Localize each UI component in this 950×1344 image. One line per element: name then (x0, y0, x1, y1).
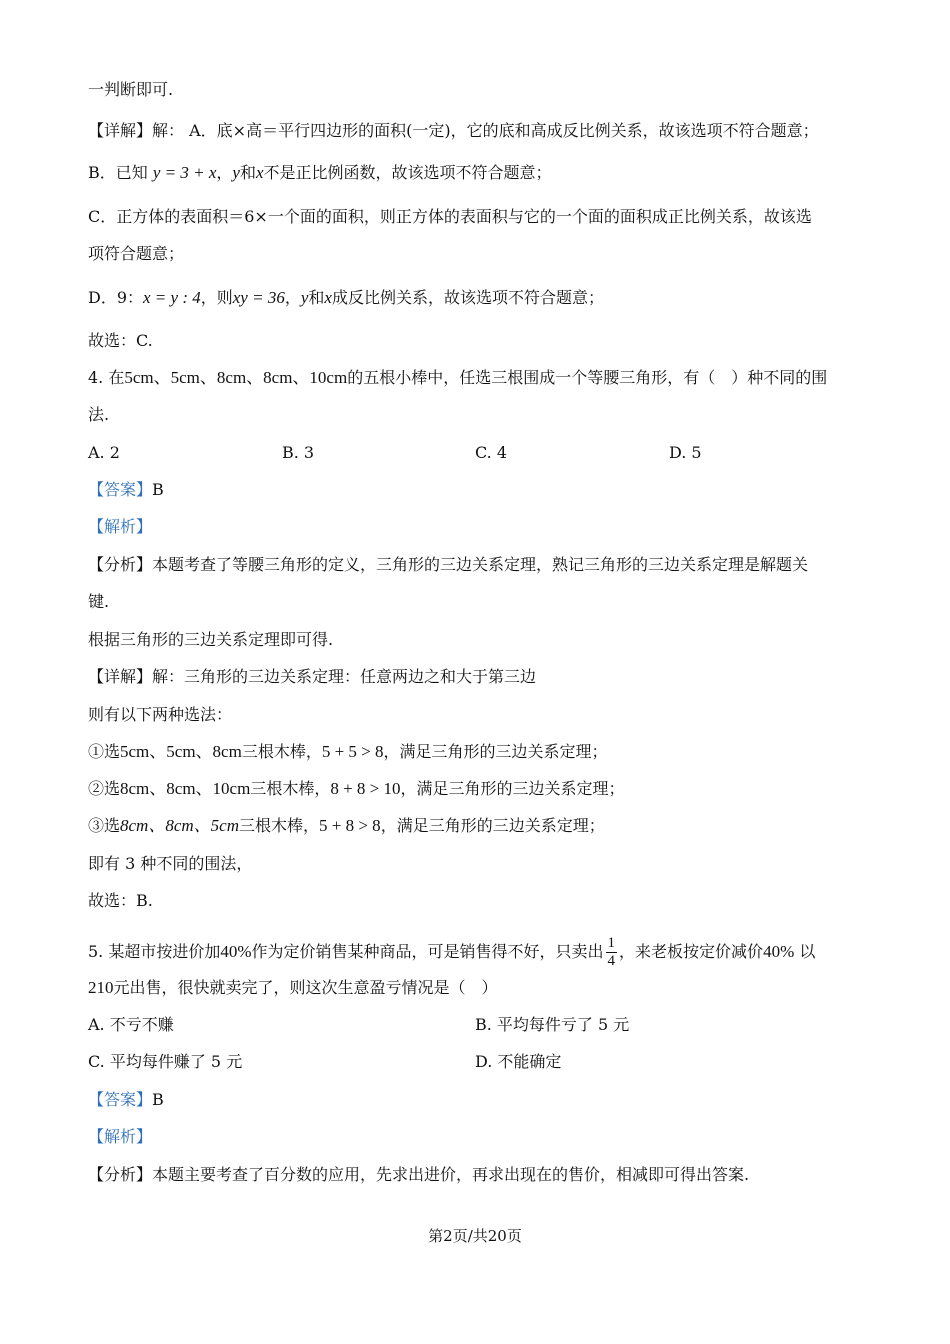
option-c: C. 平均每件赚了 5 元 (88, 1052, 243, 1071)
analysis-heading: 【解析】 (88, 517, 153, 536)
text-line: ①选5cm、5cm、8cm三根木棒，5 + 5 > 8，满足三角形的三边关系定理； (88, 742, 608, 761)
equation: x = y : 4 (143, 288, 201, 307)
text-line: ②选8cm、8cm、10cm三根木棒，8 + 8 > 10，满足三角形的三边关系定理； (88, 779, 625, 798)
option-b: B. 3 (282, 443, 315, 462)
text-line: 【详解】解： A．底×高＝平行四边形的面积(一定)，它的底和高成反比例关系，故该选项不符合题意； (88, 121, 819, 140)
text-line: 项符合题意； (88, 244, 185, 263)
text-line: B．已知 y = 3 + x，y和x不是正比例函数，故该选项不符合题意； (88, 163, 552, 182)
text-line: 则有以下两种选法： (88, 705, 233, 724)
text-line: ③选8cm、8cm、5cm三根木棒，5 + 8 > 8，满足三角形的三边关系定理； (88, 816, 605, 835)
option-a: A. 不亏不赚 (88, 1015, 174, 1034)
answer-line: 【答案】B (88, 1090, 164, 1109)
equation: y = 3 + x (152, 163, 217, 182)
text-line: 法. (88, 405, 110, 424)
text-line: 根据三角形的三边关系定理即可得. (88, 630, 334, 649)
text-line: 【分析】本题考查了等腰三角形的定义，三角形的三边关系定理，熟记三角形的三边关系定理是解题关 (88, 555, 809, 574)
text-line: 即有 3 种不同的围法， (88, 854, 253, 873)
section-tag: 【详解】 (88, 121, 153, 140)
answer-tag: 【答案】 (88, 480, 153, 499)
option-d: D. 5 (669, 443, 702, 462)
equation: xy = 36 (232, 288, 285, 307)
answer-line: 【答案】B (88, 480, 164, 499)
equation: 5 + 5 > 8 (321, 742, 384, 761)
text-line: C．正方体的表面积＝6×一个面的面积，则正方体的表面积与它的一个面的面积成正比例关系，故该选 (88, 207, 812, 226)
question-5: 5. 某超市按进价加40%作为定价销售某种商品，可是销售得不好，只卖出 $\frac{1}{4}$ ，来老板按定价减价40% 以 (88, 935, 816, 969)
analysis-heading: 【解析】 (88, 1127, 153, 1146)
answer-tag: 【答案】 (88, 1090, 153, 1109)
text-line: D．9：x = y : 4，则xy = 36，y和x成反比例关系，故该选项不符合题意； (88, 288, 604, 307)
text-line: 键. (88, 592, 110, 611)
text-line: 故选：B. (88, 891, 153, 910)
option-b: B. 平均每件亏了 5 元 (475, 1015, 630, 1034)
equation: 8 + 8 > 10 (330, 779, 401, 798)
page-footer: 第2页/共20页 (428, 1227, 522, 1245)
option-d: D. 不能确定 (475, 1052, 562, 1071)
fraction: $\frac{1}{4}$ (607, 935, 616, 969)
text-line: 【详解】解：三角形的三边关系定理：任意两边之和大于第三边 (88, 667, 537, 686)
equation: 5 + 8 > 8 (319, 816, 381, 835)
text-line: 故选：C. (88, 331, 153, 350)
question-4: 4. 在5cm、5cm、8cm、8cm、10cm的五根小棒中，任选三根围成一个等腰三角形，有（ ）种不同的围 (88, 368, 828, 387)
option-c: C. 4 (475, 443, 508, 462)
text-line: 一判断即可. (88, 80, 174, 99)
option-a: A. 2 (88, 443, 120, 462)
text-line: 210元出售，很快就卖完了，则这次生意盈亏情况是（ ） (88, 978, 498, 997)
text-line: 【分析】本题主要考查了百分数的应用，先求出进价，再求出现在的售价，相减即可得出答案. (88, 1165, 750, 1184)
